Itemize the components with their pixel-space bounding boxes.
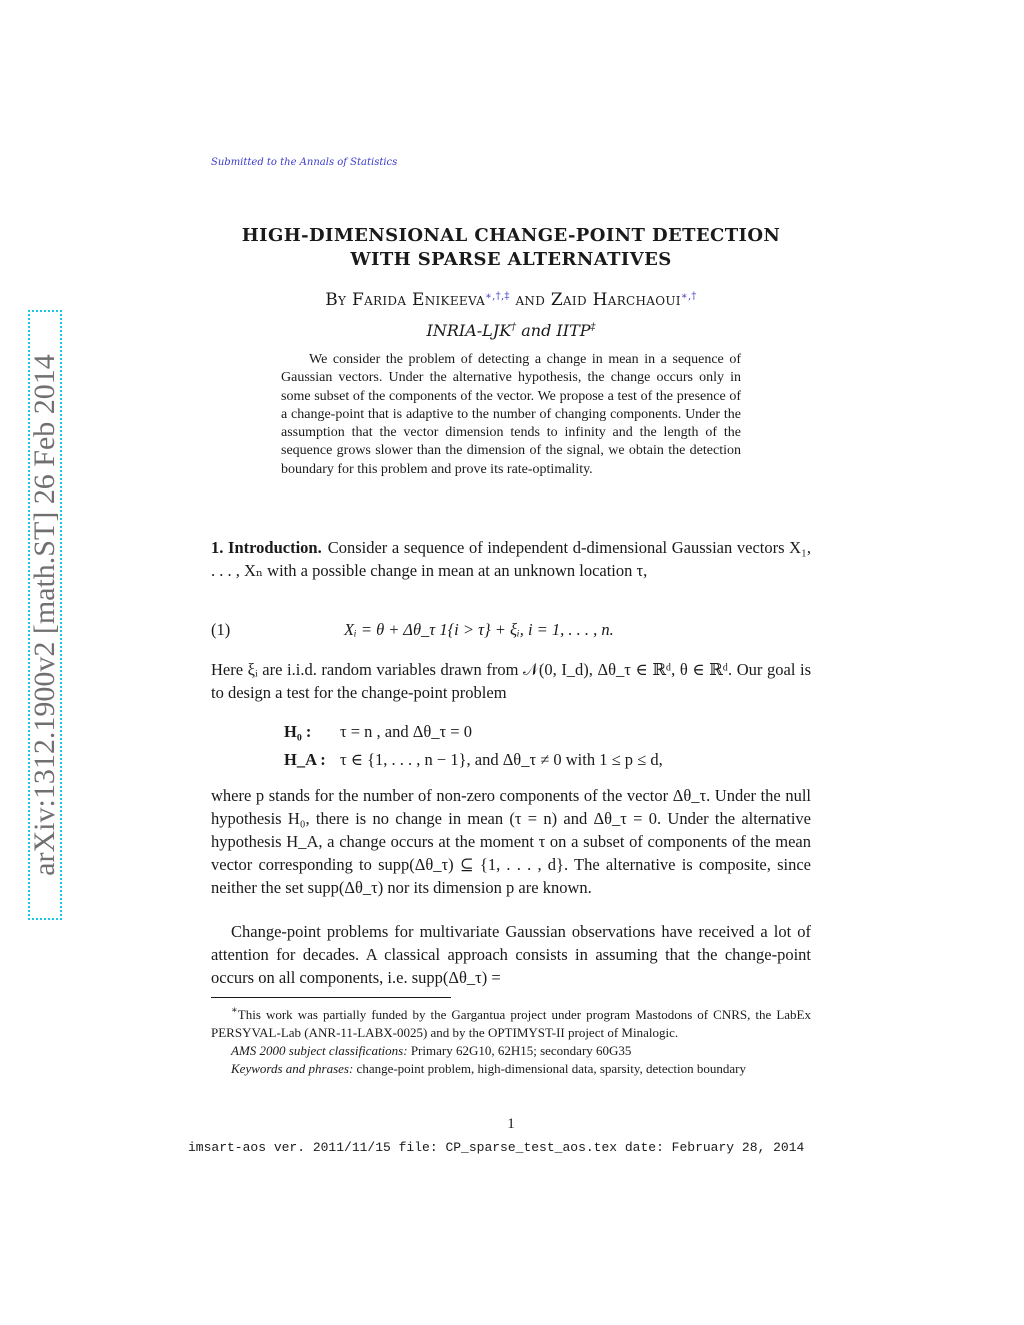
affiliation-1: INRIA-LJK	[426, 321, 512, 340]
equation-number: (1)	[211, 620, 231, 639]
footnote-rule	[211, 997, 451, 998]
footnotes	[211, 1002, 811, 1078]
intro-paragraph	[211, 536, 811, 582]
affiliation-2-mark: ‡	[590, 322, 596, 333]
affiliations	[211, 321, 811, 340]
title-line-2: WITH SPARSE ALTERNATIVES	[350, 249, 672, 270]
keywords-label: Keywords and phrases:	[231, 1061, 354, 1076]
paragraph-3: where p stands for the number of non-zero components of the vector Δθ_τ. Under the null hypothesis H₀, there is no change in mean (τ = n) and Δθ_τ = 0. Under the alternative hypothesis H_A, a change occurs at the moment τ on a subset of components of the mean vector corresponding to supp(Δθ_τ) ⊆ {1, . . . , d}. The alternative is composite, since neither the set supp(Δθ_τ) nor its dimension p are known.	[211, 786, 811, 897]
intro-text: Consider a sequence of independent d-dimensional Gaussian vectors X₁, . . . , Xₙ with a possible change in mean at an unknown location τ,	[211, 538, 811, 580]
ha-body: τ ∈ {1, . . . , n − 1}, and Δθ_τ ≠ 0 with 1 ≤ p ≤ d,	[340, 750, 663, 769]
ams-label: AMS 2000 subject classifications:	[231, 1043, 408, 1058]
equation-body: Xᵢ = θ + Δθ_τ 1{i > τ} + ξᵢ, i = 1, . . . , n.	[344, 620, 614, 639]
author-line	[211, 290, 811, 310]
footnote-keywords	[211, 1060, 811, 1078]
affiliation-2: IITP	[556, 321, 591, 340]
by-label: By	[325, 290, 347, 310]
hypotheses	[284, 718, 663, 774]
hypothesis-alt	[284, 746, 663, 774]
abstract: We consider the problem of detecting a change in mean in a sequence of Gaussian vectors. Under the alternative hypothesis, the change occurs only in some subset of the components of the vector. We propose a test of the presence of a change-point that is adaptive to the number of changing components. Under the assumption that the vector dimension tends to infinity and the length of the sequence grows slower than the dimension of the signal, we obtain the detection boundary for this problem and prove its rate-optimality.	[281, 352, 741, 477]
footnote-mark: ∗	[231, 1005, 238, 1016]
footnote-funding	[211, 1002, 811, 1042]
affiliation-and: and	[521, 321, 552, 340]
ha-label: H_A :	[284, 750, 326, 769]
section-heading: 1. Introduction.	[211, 538, 322, 557]
title-line-1: HIGH-DIMENSIONAL CHANGE-POINT DETECTION	[241, 225, 781, 246]
paragraph-2: Here ξᵢ are i.i.d. random variables drawn from 𝒩(0, I_d), Δθ_τ ∈ ℝᵈ, θ ∈ ℝᵈ. Our goal is to design a test for the change-point problem	[211, 660, 811, 702]
arxiv-stamp	[28, 310, 62, 920]
arxiv-id: arXiv:1312.1900v2 [math.ST] 26 Feb 2014	[28, 354, 61, 876]
keywords-text: change-point problem, high-dimensional data, sparsity, detection boundary	[356, 1061, 746, 1076]
author-1-marks[interactable]: ∗,†,‡	[485, 291, 510, 302]
equation-1	[211, 620, 811, 642]
author-1: Farida Enikeeva	[351, 290, 486, 310]
footnote-ams	[211, 1042, 811, 1060]
author-2: Zaid Harchaoui	[550, 290, 681, 310]
h0-label: H₀ :	[284, 722, 312, 741]
and-label: and	[515, 290, 546, 310]
paragraph-4: Change-point problems for multivariate Gaussian observations have received a lot of attention for decades. A classical approach consists in assuming that the change-point occurs on all components, i.e. supp(Δθ_τ) =	[211, 922, 811, 987]
imsart-footer: imsart-aos ver. 2011/11/15 file: CP_sparse_test_aos.tex date: February 28, 2014	[188, 1140, 805, 1155]
affiliation-1-mark: †	[511, 322, 517, 333]
journal-header: Submitted to the Annals of Statistics	[211, 157, 398, 168]
ams-text: Primary 62G10, 62H15; secondary 60G35	[410, 1043, 632, 1058]
footnote-funding-text: This work was partially funded by the Gargantua project under program Mastodons of CNRS, the LabEx PERSYVAL-Lab (ANR-11-LABX-0025) and by the OPTIMYST-II project of Minalogic.	[211, 1007, 811, 1040]
hypothesis-null	[284, 718, 663, 746]
page-number: 1	[507, 1116, 515, 1132]
author-2-marks[interactable]: ∗,†	[680, 291, 697, 302]
paper-title	[211, 224, 811, 272]
h0-body: τ = n , and Δθ_τ = 0	[340, 722, 472, 741]
